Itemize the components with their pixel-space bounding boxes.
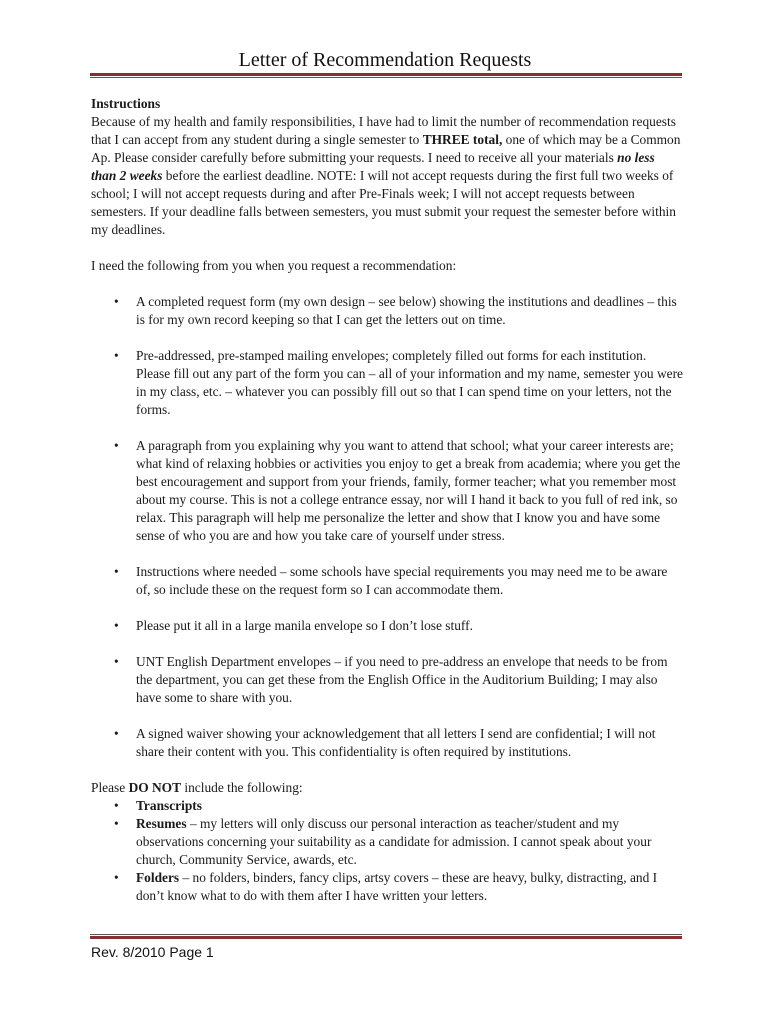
bullet-icon: • bbox=[114, 816, 119, 831]
list-item: • Instructions where needed – some schools have special requirements you may need me to be aware of, so include these on the request form so I can accommodate them. bbox=[114, 564, 668, 597]
bullet-icon: • bbox=[114, 654, 119, 669]
dont-item-term: Folders bbox=[136, 870, 180, 885]
need-list bbox=[91, 293, 683, 761]
list-item: • Folders – no folders, binders, fancy clips, artsy covers – these are heavy, bulky, distracting, and I don’t know what to do with them after I have written your letters. bbox=[114, 870, 658, 903]
bullet-icon: • bbox=[114, 798, 119, 813]
title-divider bbox=[90, 73, 682, 78]
list-item: • A signed waiver showing your acknowledgement that all letters I send are confidential; I will not share their content with you. This confidentiality is often required by institutions. bbox=[114, 726, 656, 759]
list-item: • A paragraph from you explaining why you want to attend that school; what your career interests are; what kind of relaxing hobbies or activities you enjoy to get a break from academia; where you get the best encouragement and support from your friends, family, former teacher; what you remember most about my course. This is not a college entrance essay, nor will I hand it back to you full of red ink, so relax. This paragraph will help me personalize the letter and show that I know you and have some sense of who you are and how you take care of yourself under stress. bbox=[114, 438, 681, 543]
page-footer: Rev. 8/2010 Page 1 bbox=[91, 944, 214, 960]
page-title: Letter of Recommendation Requests bbox=[238, 49, 532, 71]
bullet-icon: • bbox=[114, 726, 119, 741]
bullet-icon: • bbox=[114, 348, 119, 363]
list-item: • A completed request form (my own design – see below) showing the institutions and deadlines – this is for my own record keeping so that I can get the letters out on time. bbox=[114, 294, 677, 327]
two-weeks-emphasis: no less than 2 weeks bbox=[91, 150, 655, 183]
list-item: • Pre-addressed, pre-stamped mailing envelopes; completely filled out forms for each institution. Please fill out any part of the form you can – all of your information and my name, semester you were in my class, etc. – whatever you can possibly fill out so that I can spend time on your letters, not the forms. bbox=[114, 348, 683, 417]
do-not-emphasis: DO NOT bbox=[128, 780, 182, 795]
document-body bbox=[91, 95, 683, 905]
bullet-icon: • bbox=[114, 294, 119, 309]
footer-divider bbox=[90, 934, 682, 939]
bullet-icon: • bbox=[114, 870, 119, 885]
dont-item-term: Resumes bbox=[136, 816, 187, 831]
list-item: • Please put it all in a large manila envelope so I don’t lose stuff. bbox=[114, 618, 473, 633]
instructions-heading: Instructions bbox=[91, 96, 161, 111]
bullet-icon: • bbox=[114, 618, 119, 633]
intro-paragraph: Because of my health and family responsibilities, I have had to limit the number of recommendation requests that I can accept from any student during a single semester to THREE total, one of which may be a Common Ap. Please consider carefully before submitting your requests. I need to receive all your materials no less than 2 weeks before the earliest deadline. NOTE: I will not accept requests during the first full two weeks of school; I will not accept requests during and after Pre-Finals week; I will not accept requests between semesters. If your deadline falls between semesters, you must submit your request the semester before within my deadlines. bbox=[91, 114, 681, 237]
dont-intro: Please DO NOT include the following: bbox=[91, 780, 303, 795]
list-item bbox=[91, 797, 683, 815]
list-item: • Resumes – my letters will only discuss our personal interaction as teacher/student and my observations concerning your suitability as a candidate for admission. I cannot speak about your church, Community Service, awards, etc. bbox=[114, 816, 652, 867]
three-total-emphasis: THREE total, bbox=[422, 132, 503, 147]
bullet-icon: • bbox=[114, 438, 119, 453]
list-item: • UNT English Department envelopes – if you need to pre-address an envelope that needs to be from the department, you can get these from the English Office in the Auditorium Building; I may also have some to share with you. bbox=[114, 654, 668, 705]
dont-list bbox=[91, 797, 683, 905]
bullet-icon: • bbox=[114, 564, 119, 579]
dont-item-term: Transcripts bbox=[136, 798, 202, 813]
need-intro: I need the following from you when you request a recommendation: bbox=[91, 258, 457, 273]
